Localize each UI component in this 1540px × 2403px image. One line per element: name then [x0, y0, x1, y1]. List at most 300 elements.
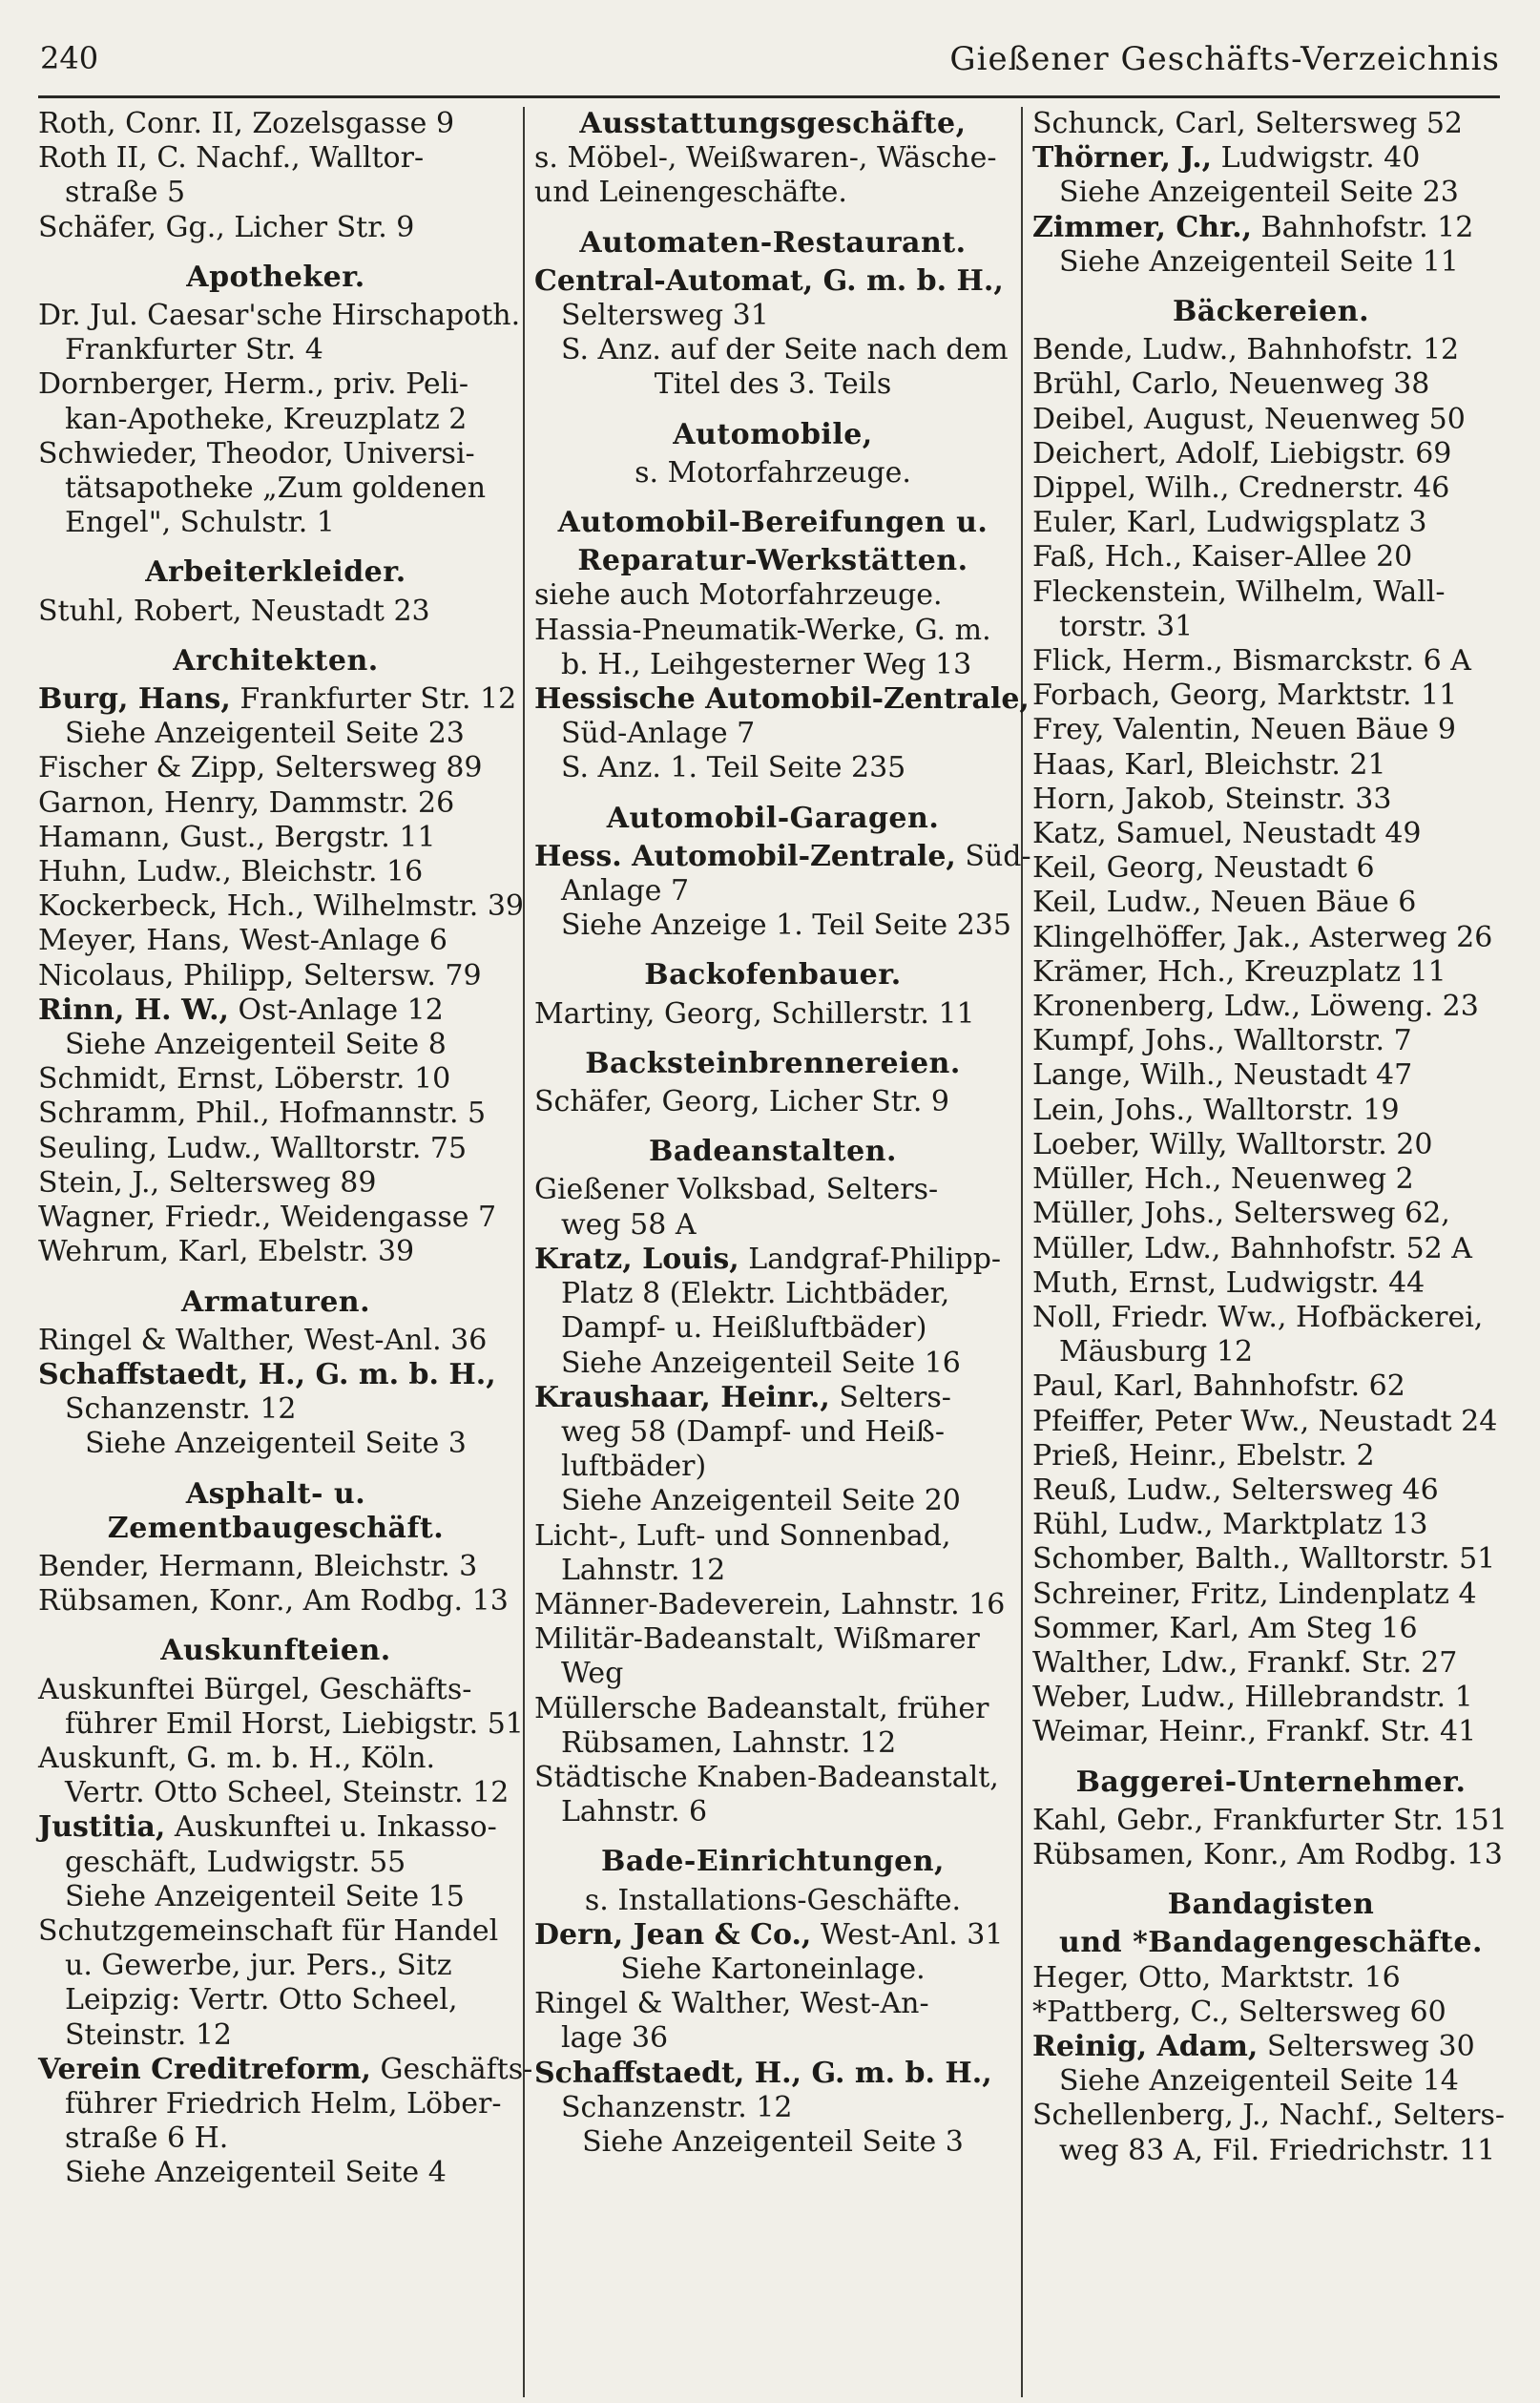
directory-entry [534, 2021, 1011, 2056]
entry-text: Frankfurter Str. 4 [65, 333, 323, 367]
directory-entry [38, 333, 513, 367]
directory-entry [1032, 403, 1509, 437]
directory-entry [1032, 176, 1509, 210]
entry-text: Schmidt, Ernst, Löberstr. 10 [38, 1062, 451, 1097]
directory-entry [534, 1347, 1011, 1381]
directory-entry [534, 2057, 1011, 2091]
entry-text: Schanzenstr. 12 [65, 1392, 297, 1427]
directory-entry [534, 1953, 1011, 1987]
directory-entry [1032, 783, 1509, 817]
entry-text: Krämer, Hch., Kreuzplatz 11 [1032, 954, 1446, 989]
directory-entry [1032, 1473, 1509, 1508]
entry-name: Central-Automat, G. m. b. H., [534, 263, 1004, 298]
directory-entry [38, 959, 513, 993]
directory-entry [1032, 540, 1509, 575]
entry-name: Kratz, Louis, [534, 1242, 739, 1276]
entry-text: Muth, Ernst, Ludwigstr. 44 [1032, 1265, 1426, 1300]
entry-text: führer Friedrich Helm, Löber- [65, 2086, 502, 2121]
directory-entry [1032, 1542, 1509, 1577]
directory-entry [1032, 1804, 1509, 1838]
directory-entry [1032, 1266, 1509, 1301]
directory-entry [38, 1550, 513, 1584]
entry-text: Rübsamen, Konr., Am Rodbg. 13 [38, 1584, 509, 1619]
page-header [38, 36, 1500, 98]
directory-entry [534, 1884, 1011, 1918]
entry-text: s. Motorfahrzeuge. [635, 455, 911, 490]
entry-text: Forbach, Georg, Marktstr. 11 [1032, 679, 1458, 713]
directory-entry [1032, 575, 1509, 610]
section-heading: Bandagisten [1167, 1888, 1375, 1922]
directory-entry [534, 717, 1011, 751]
entry-text: Anlage 7 [561, 874, 690, 909]
entry-text: Schäfer, Gg., Licher Str. 9 [38, 210, 415, 244]
entry-text: Bahnhofstr. 12 [1252, 210, 1474, 244]
directory-entry [38, 595, 513, 629]
entry-text: Kronenberg, Ldw., Löweng. 23 [1032, 990, 1479, 1024]
entry-text: Licht-, Luft- und Sonnenbad, [534, 1518, 951, 1553]
entry-text: Müllersche Badeanstalt, früher [534, 1691, 989, 1725]
directory-entry [38, 717, 513, 751]
directory-column-3 [1032, 107, 1509, 2168]
entry-name: Hess. Automobil-Zentrale, [534, 839, 956, 873]
directory-entry [38, 141, 513, 176]
directory-entry [1032, 107, 1509, 141]
entry-name: Verein Creditreform, [38, 2052, 371, 2086]
entry-text: Auskunftei u. Inkasso- [165, 1810, 497, 1845]
entry-text: torstr. 31 [1059, 609, 1194, 643]
directory-entry [1032, 1058, 1509, 1093]
entry-name: Hessische Automobil-Zentrale, [534, 682, 1030, 717]
section-heading: Apotheker. [186, 260, 365, 294]
entry-text: Kockerbeck, Hch., Wilhelmstr. 39 [38, 889, 525, 924]
directory-entry [1032, 990, 1509, 1024]
entry-text: Wehrum, Karl, Ebelstr. 39 [38, 1235, 415, 1269]
entry-text: Dippel, Wilh., Crednerstr. 46 [1032, 471, 1450, 506]
entry-text: Pfeiffer, Peter Ww., Neustadt 24 [1032, 1404, 1498, 1438]
directory-entry [38, 821, 513, 855]
entry-text: Dornberger, Herm., priv. Peli- [38, 367, 468, 402]
entry-text: *Pattberg, C., Seltersweg 60 [1032, 1995, 1446, 2029]
directory-entry [534, 997, 1011, 1032]
entry-text: geschäft, Ludwigstr. 55 [65, 1845, 406, 1879]
entry-text: Katz, Samuel, Neustadt 49 [1032, 817, 1422, 851]
directory-entry [1032, 921, 1509, 955]
directory-entry [1032, 2064, 1509, 2099]
directory-entry [534, 1243, 1011, 1277]
entry-text: Männer-Badeverein, Lahnstr. 16 [534, 1587, 1006, 1621]
directory-entry [38, 2052, 533, 2087]
entry-text: Schomber, Balth., Walltorstr. 51 [1032, 1542, 1496, 1577]
directory-entry [1032, 1646, 1509, 1681]
entry-text: Müller, Ldw., Bahnhofstr. 52 A [1032, 1231, 1472, 1265]
directory-entry [534, 1795, 1011, 1829]
directory-entry [38, 1846, 513, 1880]
entry-name: Schaffstaedt, H., G. m. b. H., [38, 1357, 496, 1391]
directory-entry [38, 889, 525, 924]
directory-entry [38, 403, 513, 437]
directory-entry [534, 874, 1011, 909]
entry-text: Siehe Kartoneinlage. [620, 1952, 926, 1986]
entry-text: Sommer, Karl, Am Steg 16 [1032, 1611, 1418, 1645]
entry-text: Horn, Jakob, Steinstr. 33 [1032, 782, 1392, 816]
directory-entry [1032, 1094, 1509, 1128]
entry-text: Walther, Ldw., Frankf. Str. 27 [1032, 1645, 1458, 1680]
directory-entry [38, 2156, 513, 2190]
section-heading: Ausstattungsgeschäfte, [579, 107, 967, 140]
directory-entry [38, 1166, 513, 1201]
section-heading: und *Bandagengeschäfte. [1059, 1926, 1483, 1960]
directory-entry [1032, 506, 1509, 540]
directory-entry [38, 1324, 513, 1358]
directory-entry [534, 1311, 1011, 1346]
entry-text: Ludwigstr. 40 [1212, 141, 1421, 176]
directory-entry [38, 176, 513, 210]
entry-text: Roth II, C. Nachf., Walltor- [38, 141, 425, 176]
directory-entry [534, 176, 1011, 210]
section-heading: Armaturen. [180, 1285, 371, 1319]
directory-entry [38, 2018, 513, 2053]
entry-name: Dern, Jean & Co., [534, 1917, 812, 1952]
entry-text: Loeber, Willy, Walltorstr. 20 [1032, 1127, 1433, 1161]
directory-entry [534, 333, 1011, 367]
directory-entry [38, 2087, 513, 2121]
entry-text: Paul, Karl, Bahnhofstr. 62 [1032, 1369, 1405, 1404]
directory-entry [1032, 851, 1509, 886]
section-heading: Automobil-Garagen. [606, 801, 940, 835]
entry-text: führer Emil Horst, Liebigstr. 51 [65, 1706, 524, 1741]
directory-entry [38, 1584, 513, 1619]
directory-entry [38, 1914, 513, 1949]
entry-text: Steinstr. 12 [65, 2017, 233, 2052]
entry-text: siehe auch Motorfahrzeuge. [534, 578, 943, 613]
directory-entry [534, 751, 1011, 785]
directory-entry [1032, 2134, 1509, 2168]
entry-text: Dr. Jul. Caesar'sche Hirschapoth. [38, 299, 521, 333]
entry-text: Nicolaus, Philipp, Seltersw. 79 [38, 958, 482, 993]
entry-name: Rinn, H. W., [38, 993, 229, 1027]
directory-entry [534, 456, 1011, 491]
entry-text: weg 58 A [561, 1207, 697, 1242]
directory-entry [1032, 2030, 1509, 2064]
entry-text: Süd- [955, 839, 1031, 873]
entry-text: Schellenberg, J., Nachf., Selters- [1032, 2099, 1506, 2133]
entry-text: Landgraf-Philipp- [739, 1242, 1002, 1276]
entry-text: kan-Apotheke, Kreuzplatz 2 [65, 402, 468, 436]
section-heading: Auskunfteien. [160, 1634, 391, 1668]
directory-entry [38, 1776, 513, 1810]
directory-entry [534, 1918, 1011, 1953]
directory-entry [534, 1450, 1011, 1484]
directory-entry [1032, 1197, 1509, 1231]
entry-text: Siehe Anzeigenteil Seite 15 [65, 1879, 465, 1913]
entry-text: Schreiner, Fritz, Lindenplatz 4 [1032, 1577, 1477, 1611]
entry-text: Seuling, Ludw., Walltorstr. 75 [38, 1131, 468, 1165]
entry-text: Siehe Anzeige 1. Teil Seite 235 [561, 909, 1011, 943]
directory-entry [1032, 211, 1509, 245]
entry-text: Garnon, Henry, Dammstr. 26 [38, 785, 455, 820]
entry-text: Prieß, Heinr., Ebelstr. 2 [1032, 1438, 1375, 1473]
entry-text: Mäusburg 12 [1059, 1335, 1254, 1369]
directory-entry [38, 471, 513, 506]
section-heading: Backofenbauer. [644, 958, 902, 993]
entry-text: Müller, Johs., Seltersweg 62, [1032, 1197, 1450, 1231]
section-heading: Reparatur-Werkstätten. [577, 544, 968, 578]
entry-text: Engel", Schulstr. 1 [65, 506, 335, 540]
entry-name: Justitia, [38, 1810, 166, 1845]
directory-entry [534, 264, 1011, 299]
entry-text: Siehe Anzeigenteil Seite 20 [561, 1484, 961, 1518]
entry-text: u. Gewerbe, jur. Pers., Sitz [65, 1949, 452, 1983]
entry-text: Kumpf, Johs., Walltorstr. 7 [1032, 1024, 1412, 1058]
directory-entry [38, 924, 513, 958]
directory-entry [38, 682, 517, 717]
section-heading: Arbeiterkleider. [145, 555, 406, 590]
directory-entry [1032, 1612, 1509, 1646]
entry-text: weg 58 (Dampf- und Heiß- [561, 1414, 945, 1449]
entry-text: Auskunft, G. m. b. H., Köln. [38, 1741, 436, 1775]
directory-entry [534, 1657, 1011, 1691]
directory-entry [1032, 817, 1509, 851]
entry-text: Brühl, Carlo, Neuenweg 38 [1032, 367, 1430, 402]
entry-text: Siehe Anzeigenteil Seite 23 [1059, 176, 1459, 210]
directory-entry [38, 2121, 513, 2156]
entry-text: Wagner, Friedr., Weidengasse 7 [38, 1201, 497, 1235]
entry-text: Selters- [829, 1380, 951, 1414]
entry-text: Heger, Otto, Marktstr. 16 [1032, 1960, 1401, 1995]
entry-text: Frankfurter Str. 12 [230, 682, 517, 717]
entry-text: Klingelhöffer, Jak., Asterweg 26 [1032, 920, 1493, 954]
directory-entry [534, 1277, 1011, 1311]
entry-text: Ost-Anlage 12 [228, 993, 444, 1027]
entry-text: Seltersweg 31 [561, 299, 769, 333]
directory-entry [534, 2125, 1011, 2160]
entry-text: straße 6 H. [65, 2121, 229, 2156]
entry-text: Rühl, Ludw., Marktplatz 13 [1032, 1508, 1428, 1542]
directory-entry [38, 1358, 513, 1392]
directory-entry [534, 614, 1011, 648]
entry-text: Meyer, Hans, West-Anlage 6 [38, 924, 447, 958]
directory-entry [1032, 141, 1509, 176]
entry-name: Zimmer, Chr., [1032, 210, 1253, 244]
entry-text: Auskunftei Bürgel, Geschäfts- [38, 1672, 472, 1706]
directory-entry [534, 1554, 1011, 1588]
directory-entry [38, 751, 513, 785]
entry-text: Weg [561, 1657, 624, 1691]
section-heading: Bade-Einrichtungen, [601, 1845, 945, 1879]
directory-entry [534, 1173, 1011, 1207]
directory-entry [1032, 1335, 1509, 1369]
entry-text: Fischer & Zipp, Seltersweg 89 [38, 751, 483, 785]
entry-text: Haas, Karl, Bleichstr. 21 [1032, 747, 1386, 782]
section-heading: Automobile, [673, 417, 873, 451]
entry-text: Vertr. Otto Scheel, Steinstr. 12 [65, 1776, 510, 1810]
directory-entry [1032, 1162, 1509, 1197]
directory-entry [38, 1132, 513, 1166]
directory-entry [1032, 471, 1509, 506]
entry-text: Lahnstr. 6 [561, 1795, 708, 1829]
entry-text: Titel des 3. Teils [654, 367, 892, 402]
directory-entry [1032, 1301, 1509, 1335]
directory-entry [38, 211, 513, 245]
entry-text: Lahnstr. 12 [561, 1553, 726, 1587]
entry-text: Flick, Herm., Bismarckstr. 6 A [1032, 644, 1471, 679]
entry-text: Kahl, Gebr., Frankfurter Str. 151 [1032, 1803, 1508, 1837]
directory-entry [38, 1392, 513, 1427]
directory-entry [38, 1062, 513, 1097]
directory-entry [1032, 1508, 1509, 1542]
entry-text: S. Anz. auf der Seite nach dem [561, 333, 1009, 367]
entry-text: Siehe Anzeigenteil Seite 4 [65, 2156, 447, 2190]
entry-text: Noll, Friedr. Ww., Hofbäckerei, [1032, 1300, 1484, 1334]
entry-text: Platz 8 (Elektr. Lichtbäder, [561, 1277, 950, 1311]
directory-entry [38, 1983, 513, 2017]
directory-entry [1032, 1369, 1509, 1404]
directory-entry [38, 1235, 513, 1269]
directory-entry [38, 1880, 513, 1914]
directory-entry [38, 1673, 513, 1707]
entry-text: Süd-Anlage 7 [561, 717, 756, 751]
entry-text: S. Anz. 1. Teil Seite 235 [561, 751, 906, 785]
page-number: 240 [40, 40, 99, 76]
directory-column-1 [38, 107, 533, 2191]
directory-entry [1032, 245, 1509, 280]
entry-text: Reuß, Ludw., Seltersweg 46 [1032, 1473, 1439, 1507]
entry-text: Ringel & Walther, West-An- [534, 1987, 929, 2021]
entry-text: Rübsamen, Lahnstr. 12 [561, 1725, 897, 1760]
directory-entry [38, 437, 513, 471]
directory-entry [38, 855, 513, 889]
directory-entry [534, 682, 1030, 717]
directory-entry [534, 1519, 1011, 1554]
entry-text: Schunck, Carl, Seltersweg 52 [1032, 107, 1464, 140]
directory-entry [1032, 713, 1509, 747]
entry-text: Geschäfts- [370, 2052, 533, 2086]
entry-text: Siehe Anzeigenteil Seite 11 [1059, 244, 1459, 279]
entry-text: und Leinengeschäfte. [534, 176, 847, 210]
directory-entry [1032, 2099, 1509, 2133]
directory-entry [1032, 437, 1509, 471]
entry-name: Burg, Hans, [38, 682, 231, 717]
directory-entry [534, 1622, 1011, 1657]
directory-entry [534, 367, 1011, 402]
directory-entry [38, 506, 513, 540]
directory-entry [38, 367, 513, 402]
directory-entry [1032, 333, 1509, 367]
entry-text: Keil, Georg, Neustadt 6 [1032, 851, 1375, 886]
directory-entry [1032, 1439, 1509, 1473]
entry-text: weg 83 A, Fil. Friedrichstr. 11 [1059, 2133, 1496, 2167]
directory-entry [38, 1201, 513, 1235]
directory-entry [1032, 367, 1509, 402]
entry-text: Bender, Hermann, Bleichstr. 3 [38, 1549, 478, 1583]
directory-entry [38, 1810, 513, 1845]
entry-name: Kraushaar, Heinr., [534, 1380, 830, 1414]
entry-text: Schanzenstr. 12 [561, 2090, 793, 2124]
directory-entry [534, 141, 1011, 176]
entry-text: Faß, Hch., Kaiser-Allee 20 [1032, 540, 1413, 575]
entry-name: Thörner, J., [1032, 141, 1213, 176]
entry-text: lage 36 [561, 2021, 669, 2056]
entry-text: Schäfer, Georg, Licher Str. 9 [534, 1085, 950, 1119]
directory-entry [1032, 748, 1509, 783]
entry-text: Frey, Valentin, Neuen Bäue 9 [1032, 713, 1457, 747]
entry-text: Städtische Knaben-Badeanstalt, [534, 1760, 999, 1794]
directory-entry [1032, 1024, 1509, 1058]
entry-text: Schramm, Phil., Hofmannstr. 5 [38, 1097, 487, 1131]
entry-text: Weimar, Heinr., Frankf. Str. 41 [1032, 1715, 1477, 1749]
column-divider [1021, 107, 1023, 2397]
directory-entry [1032, 1838, 1509, 1872]
entry-text: b. H., Leihgesterner Weg 13 [561, 647, 972, 681]
directory-entry [38, 1742, 513, 1776]
directory-entry [534, 1588, 1011, 1622]
entry-text: Martiny, Georg, Schillerstr. 11 [534, 996, 975, 1031]
directory-entry [1032, 610, 1509, 644]
entry-text: Stuhl, Robert, Neustadt 23 [38, 594, 430, 628]
section-heading: Bäckereien. [1172, 295, 1370, 329]
directory-entry [38, 1028, 513, 1062]
section-heading: Automobil-Bereifungen u. [557, 506, 989, 540]
entry-text: s. Möbel-, Weißwaren-, Wäsche- [534, 141, 997, 176]
section-heading: Backsteinbrennereien. [585, 1046, 961, 1080]
directory-entry [38, 1097, 513, 1131]
directory-entry [534, 909, 1011, 943]
entry-text: Siehe Anzeigenteil Seite 23 [65, 717, 465, 751]
directory-entry [1032, 1578, 1509, 1612]
entry-text: Hamann, Gust., Bergstr. 11 [38, 820, 436, 854]
entry-text: Siehe Anzeigenteil Seite 16 [561, 1346, 961, 1380]
entry-text: Weber, Ludw., Hillebrandstr. 1 [1032, 1681, 1473, 1715]
directory-entry [534, 1761, 1011, 1795]
directory-entry [1032, 1681, 1509, 1715]
entry-text: Leipzig: Vertr. Otto Scheel, [65, 1983, 458, 2017]
directory-entry [38, 786, 513, 821]
section-heading: Badeanstalten. [649, 1135, 897, 1169]
entry-text: luftbäder) [561, 1450, 707, 1484]
entry-text: Siehe Anzeigenteil Seite 14 [1059, 2064, 1459, 2099]
entry-text: Siehe Anzeigenteil Seite 3 [582, 2124, 964, 2159]
entry-text: Militär-Badeanstalt, Wißmarer [534, 1622, 980, 1657]
directory-entry [534, 1415, 1011, 1450]
directory-entry [38, 1427, 513, 1461]
directory-entry [1032, 644, 1509, 679]
entry-name: Schaffstaedt, H., G. m. b. H., [534, 2056, 992, 2090]
directory-entry [38, 107, 513, 141]
entry-text: Bende, Ludw., Bahnhofstr. 12 [1032, 333, 1460, 367]
directory-entry [534, 1085, 1011, 1119]
directory-entry [38, 299, 521, 333]
directory-entry [534, 578, 1011, 613]
entry-text: Lein, Johs., Walltorstr. 19 [1032, 1093, 1400, 1127]
entry-text: Stein, J., Seltersweg 89 [38, 1165, 377, 1200]
directory-entry [534, 1692, 1011, 1726]
directory-entry [1032, 1715, 1509, 1749]
directory-entry [1032, 679, 1509, 713]
directory-entry [38, 993, 513, 1028]
directory-entry [38, 1949, 513, 1983]
directory-entry [1032, 955, 1509, 990]
section-heading: Baggerei-Unternehmer. [1075, 1765, 1467, 1799]
entry-name: Reinig, Adam, [1032, 2029, 1259, 2063]
entry-text: Keil, Ludw., Neuen Bäue 6 [1032, 886, 1417, 920]
directory-entry [534, 839, 1031, 874]
directory-entry [1032, 1996, 1509, 2030]
entry-text: Euler, Karl, Ludwigsplatz 3 [1032, 506, 1427, 540]
entry-text: Siehe Anzeigenteil Seite 3 [85, 1427, 467, 1461]
entry-text: Müller, Hch., Neuenweg 2 [1032, 1162, 1414, 1197]
entry-text: Huhn, Ludw., Bleichstr. 16 [38, 855, 424, 889]
directory-entry [1032, 1961, 1509, 1996]
